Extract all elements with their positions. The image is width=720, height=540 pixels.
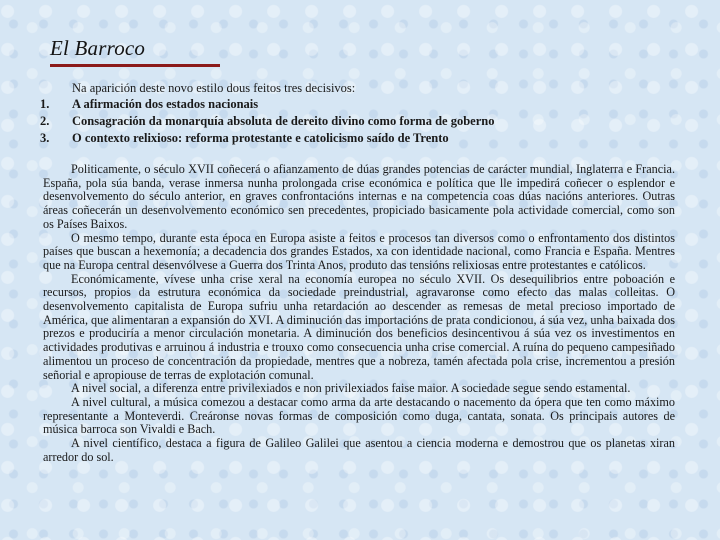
intro-text: Na aparición deste novo estilo dous feitos tres decisivos: (72, 81, 356, 95)
body-text (43, 163, 675, 464)
list-item (40, 130, 494, 147)
paragraph-science: A nivel científico, destaca a figura de Galileo Galilei que asentou a ciencia moderna e demostrou que os planetas xiran arredor do sol. (43, 436, 675, 464)
list-item-text: A afirmación dos estados nacionais (72, 97, 259, 111)
key-points-list (40, 96, 494, 147)
paragraph-economy: Económicamente, vívese unha crise xeral na economía europea no século XVII. Os desequilibrios entre poboación e recursos, propios da estrutura económica da sociedade preindustrial, agravaronse como efecto das malas colleitas. O desenvolvemento capitalista de Europa sufriu unha retardación ao descender as remesas de metal precioso importado de América, que alimentaran a expansión do XVI. A diminución das importacións de prata condicionou, á súa vez, unha baixada dos prezos e produciría a menor circulación monetaria. A diminución dos beneficios desincentivou á súa vez os investimentos en actividades produtivas e arruinou á industria e trouxo como consecuencia unha crise comercial. A ruína do pequeno campesiñado alimentou un proceso de concentración da propiedade, mentres que a nobreza, tamén afectada pola crise, incrementou a presión señorial e apropiouse de terras de explotación comunal. (43, 271, 675, 382)
paragraph-politics: Politicamente, o século XVII coñecerá o afianzamento de dúas grandes potencias de carácter mundial, Inglaterra e Francia. España, pola súa banda, verase inmersa nunha prolongada crise económica e política que lle impedirá coñecer o esplendor e desenvolvemento do século anterior, en graves confrontacións internas e na competencia coas dúas nacións anteriores. Outras áreas coñecerán un desenvolvemento económico sen precedentes, propiciado basicamente pola actividade comercial, como son os Países Baixos. (43, 162, 675, 231)
paragraph-europe: O mesmo tempo, durante esta época en Europa asiste a feitos e procesos tan diversos como o enfrontamento dos distintos países que buscan a hexemonía; a decadencia dos grandes Estados, xa con identidade nacional, como Francia e España. Mentres que na Europa central desenvólvese a Guerra dos Trinta Anos, produto das tensións relixiosas entre protestantes e católicos. (43, 230, 675, 272)
title-underline (50, 64, 220, 67)
paragraph-culture: A nivel cultural, a música comezou a destacar como arma da arte destacando o nacemento da ópera que ten como máximo representante a Monteverdi. Creáronse novas formas de composición como duga, cantata, sonata. Os principais autores de música barroca son Vivaldi e Bach. (43, 394, 675, 437)
list-item (40, 113, 494, 130)
list-number: 3. (40, 131, 50, 145)
slide-title: El Barroco (50, 36, 146, 60)
list-item (40, 96, 494, 113)
list-number: 2. (40, 114, 50, 128)
list-item-text: Consagración da monarquía absoluta de dereito divino como forma de goberno (72, 114, 495, 128)
list-number: 1. (40, 97, 50, 111)
paragraph-society: A nivel social, a diferenza entre privilexiados e non privilexiados faise maior. A sociedade segue sendo estamental. (71, 381, 631, 396)
list-item-text: O contexto relixioso: reforma protestante e catolicismo saído de Trento (72, 131, 449, 145)
